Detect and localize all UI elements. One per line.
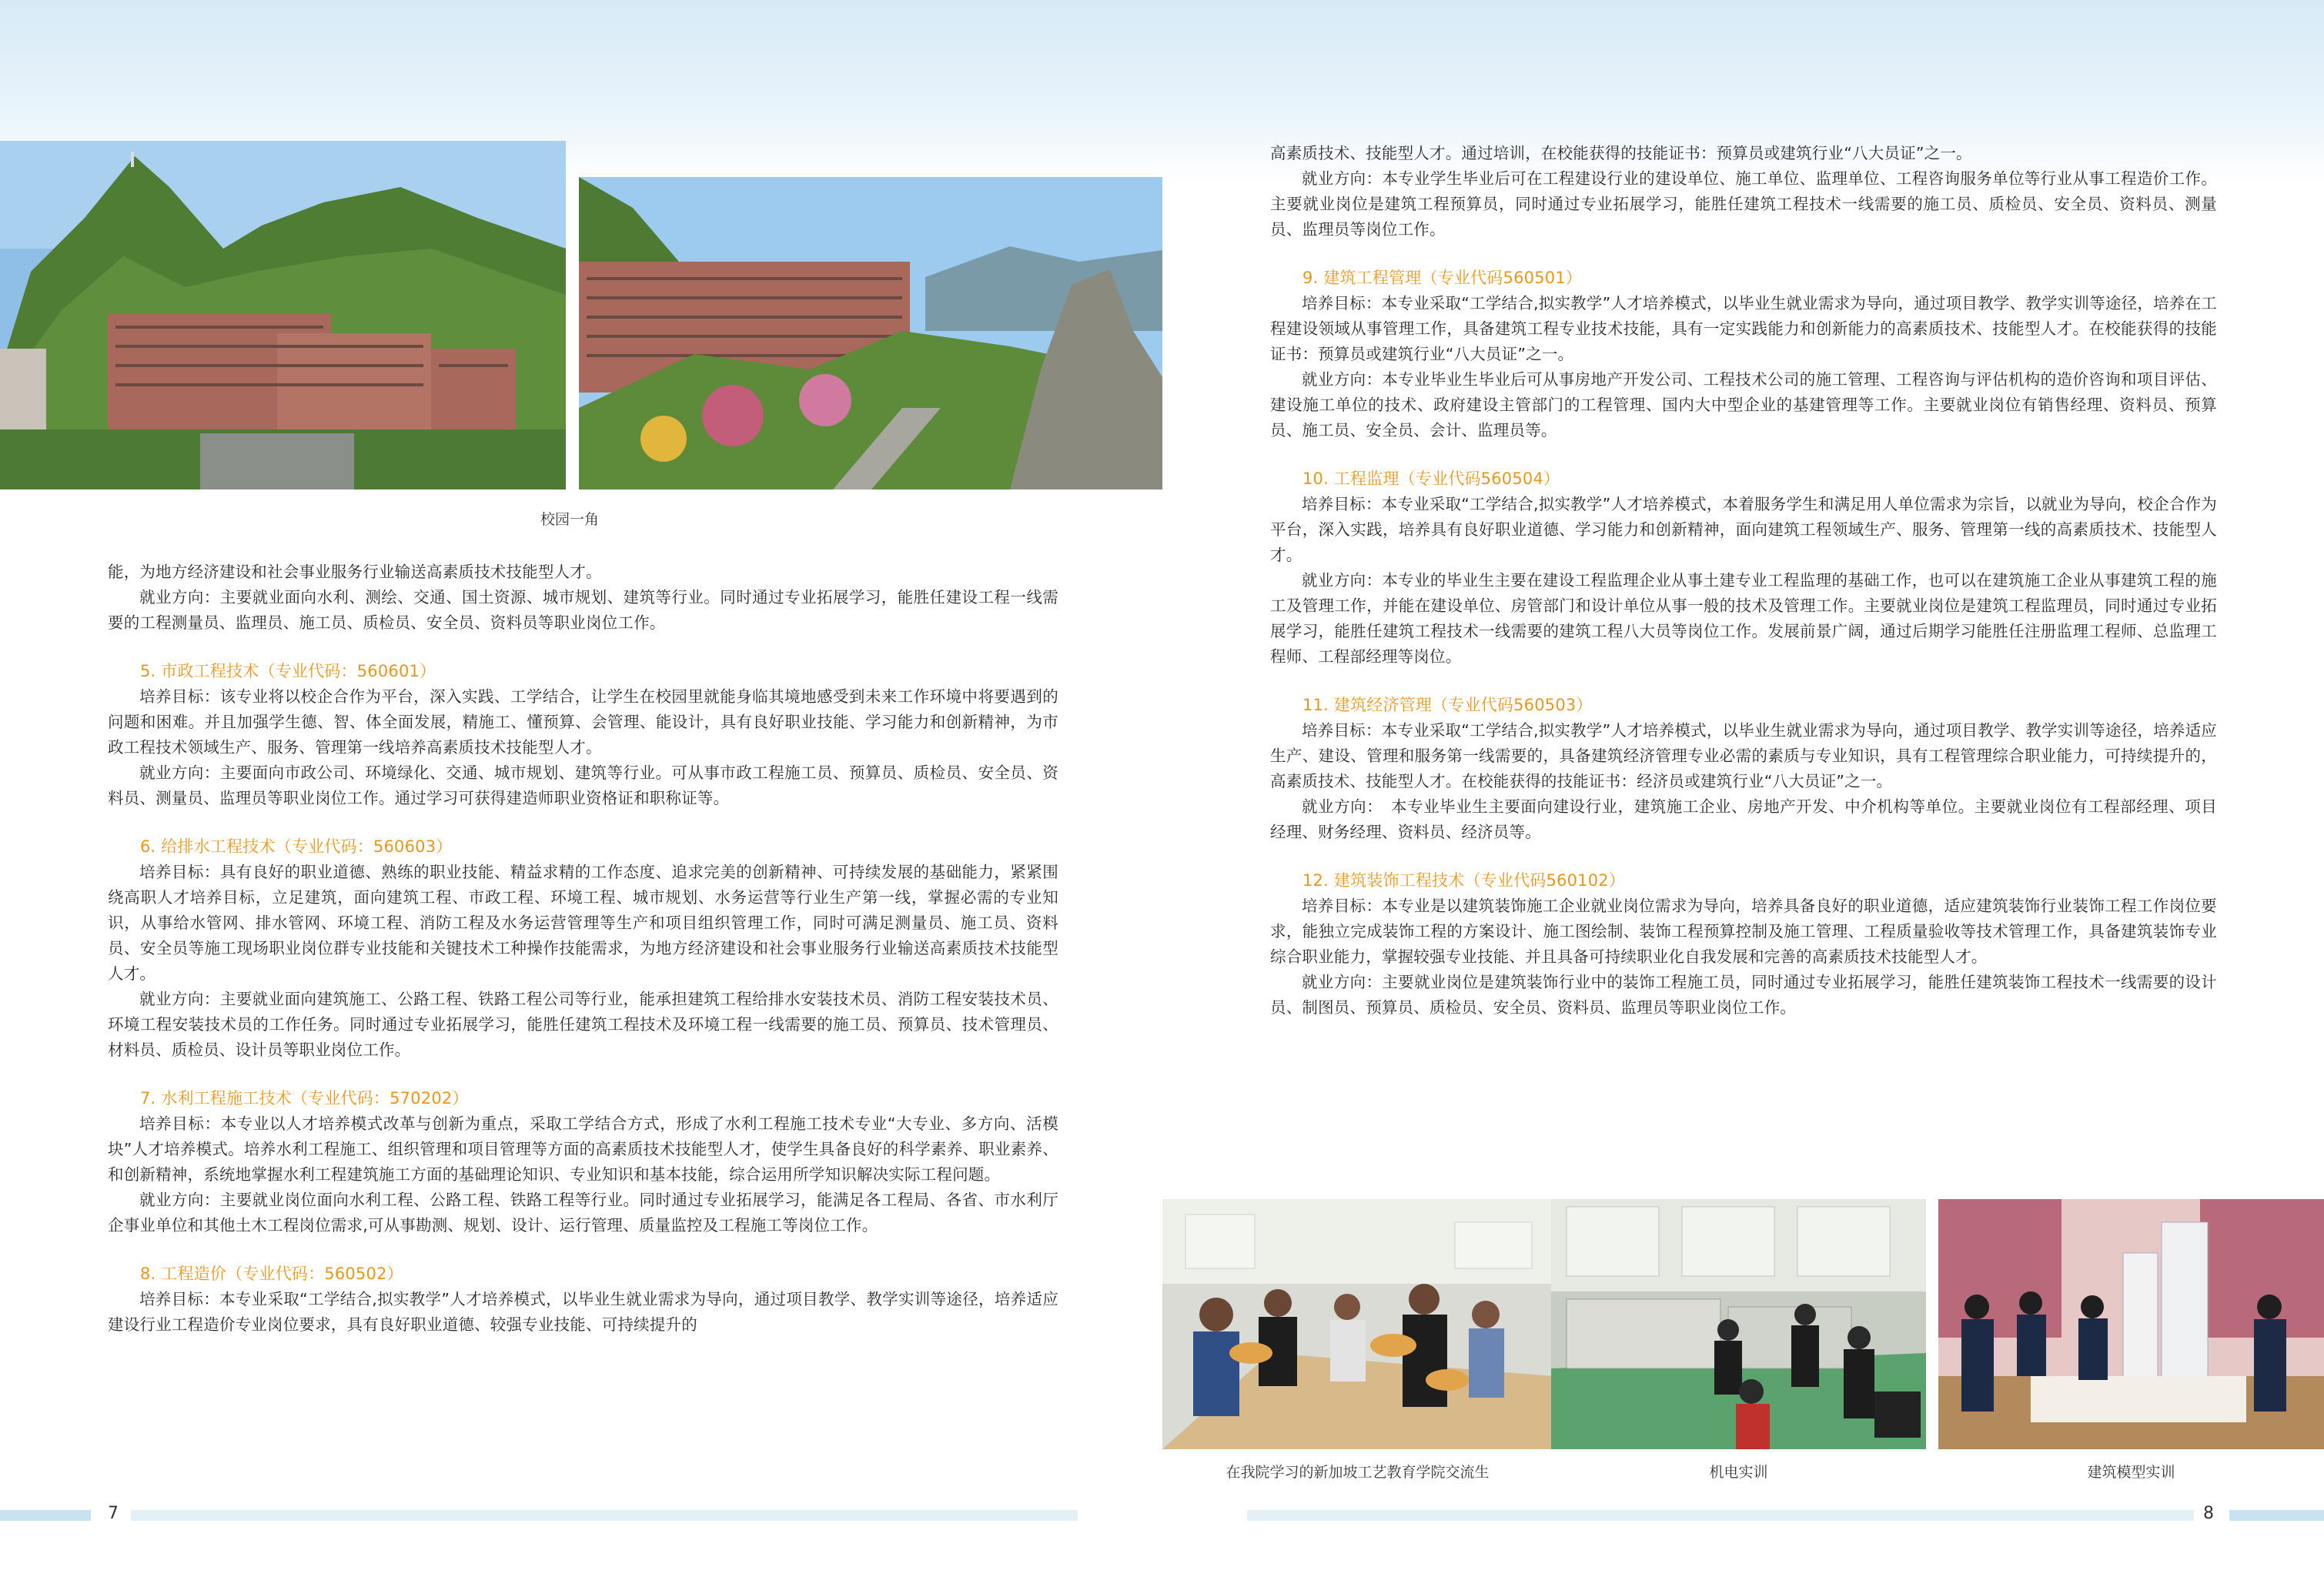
section-paragraph: 就业方向：本专业毕业生毕业后可从事房地产开发公司、工程技术公司的施工管理、工程咨询与评估机构的造价咨询和项目评估、建设施工单位的技术、政府建设主管部门的工程管理、国内大中型企业的基建管理等工作。主要就业岗位有销售经理、资料员、预算员、施工员、安全员、会计、监理员等。: [1270, 370, 2217, 439]
section-heading-5: 5. 市政工程技术（专业代码：560601）: [140, 662, 436, 680]
section-heading-11: 11. 建筑经济管理（专业代码560503）: [1302, 696, 1593, 714]
section-paragraph: 培养目标：该专业将以校企合作为平台，深入实践、工学结合，让学生在校园里就能身临其境地感受到未来工作环境中将要遇到的问题和困难。并且加强学生德、智、体全面发展，精施工、懂预算、会管理、能设计，具有良好职业技能、学习能力和创新精神，为市政工程技术领域生产、服务、管理第一线培养高素质技术技能型人才。: [108, 687, 1058, 757]
section-paragraph: 培养目标：本专业是以建筑装饰施工企业就业岗位需求为导向，培养具备良好的职业道德，适应建筑装饰行业装饰工程工作岗位要求，能独立完成装饰工程的方案设计、施工图绘制、装饰工程预算控制及施工管理、工程质量验收等技术管理工作，具备建筑装饰专业综合职业能力，掌握较强专业技能、并且具备可持续职业化自我发展和完善的高素质技术技能型人才。: [1270, 897, 2217, 966]
building-model-training-photo: [1938, 1199, 2324, 1449]
section-heading-6: 6. 给排水工程技术（专业代码：560603）: [140, 837, 453, 856]
left-page-bar: [0, 1510, 91, 1521]
section-paragraph: 就业方向： 本专业毕业生主要面向建设行业，建筑施工企业、房地产开发、中介机构等单位。主要就业岗位有工程部经理、项目经理、财务经理、资料员、经济员等。: [1270, 797, 2217, 841]
section-paragraph: 培养目标：本专业采取“工学结合,拟实教学”人才培养模式，本着服务学生和满足用人单位需求为宗旨，以就业为导向，校企合作为平台，深入实践，培养具有良好职业道德、学习能力和创新精神，面向建筑工程领域生产、服务、管理第一线的高素质技术、技能型人才。: [1270, 495, 2217, 564]
section-heading-7: 7. 水利工程施工技术（专业代码：570202）: [140, 1089, 469, 1108]
right-page-bar: [2229, 1510, 2324, 1521]
section-paragraph: 培养目标：本专业采取“工学结合,拟实教学”人才培养模式，以毕业生就业需求为导向，通过项目教学、教学实训等途径，培养适应建设行业工程造价专业岗位要求，具有良好职业道德、较强专业技能、可持续提升的: [108, 1290, 1058, 1334]
section-heading-9: 9. 建筑工程管理（专业代码560501）: [1302, 269, 1583, 287]
left-page-bar-tail: [131, 1510, 1078, 1521]
section-heading-12: 12. 建筑装饰工程技术（专业代码560102）: [1302, 871, 1626, 890]
section-heading-8: 8. 工程造价（专业代码：560502）: [140, 1265, 403, 1283]
intro-paragraph: 能，为地方经济建设和社会事业服务行业输送高素质技术技能型人才。: [108, 563, 602, 581]
section-paragraph: 就业方向：本专业的毕业生主要在建设工程监理企业从事土建专业工程监理的基础工作，也可以在建筑施工企业从事建筑工程的施工及管理工作，并能在建设单位、房管部门和设计单位从事一般的技术及管理工作。主要就业岗位是建筑工程监理员，同时通过专业拓展学习，能胜任建筑工程技术一线需要的建筑工程八大员等岗位工作。发展前景广阔，通过后期学习能胜任注册监理工程师、总监理工程师、工程部经理等岗位。: [1270, 571, 2217, 666]
exchange-students-photo: [1162, 1199, 1553, 1449]
right-text-column: [1270, 141, 2217, 1021]
section-paragraph: 就业方向：主要就业面向建筑施工、公路工程、铁路工程公司等行业，能承担建筑工程给排水安装技术员、消防工程安装技术员、环境工程安装技术员的工作任务。同时通过专业拓展学习，能胜任建筑工程技术及环境工程一线需要的施工员、预算员、技术管理员、材料员、质检员、设计员等职业岗位工作。: [108, 990, 1058, 1059]
campus-photo-2: [579, 177, 1162, 489]
building-model-training-caption: 建筑模型实训: [2087, 1464, 2175, 1481]
intro-paragraph: 高素质技术、技能型人才。通过培训，在校能获得的技能证书：预算员或建筑行业“八大员证”之一。: [1270, 144, 1972, 162]
intro-paragraph: 就业方向：本专业学生毕业后可在工程建设行业的建设单位、施工单位、监理单位、工程咨询服务单位等行业从事工程造价工作。主要就业岗位是建筑工程预算员，同时通过专业拓展学习，能胜任建筑工程技术一线需要的施工员、质检员、安全员、资料员、测量员、监理员等岗位工作。: [1270, 169, 2217, 239]
campus-photo-caption: 校园一角: [540, 511, 599, 528]
section-paragraph: 就业方向：主要就业岗位是建筑装饰行业中的装饰工程施工员，同时通过专业拓展学习，能胜任建筑装饰工程技术一线需要的设计员、制图员、预算员、质检员、安全员、资料员、监理员等职业岗位工作。: [1270, 973, 2217, 1017]
electromechanical-training-caption: 机电实训: [1709, 1464, 1768, 1481]
page-number-left: 7: [108, 1504, 119, 1523]
section-paragraph: 就业方向：主要面向市政公司、环境绿化、交通、城市规划、建筑等行业。可从事市政工程施工员、预算员、质检员、安全员、资料员、测量员、监理员等职业岗位工作。通过学习可获得建造师职业资格证和职称证等。: [108, 763, 1058, 807]
right-page-bar-tail: [1247, 1510, 2194, 1521]
section-paragraph: 培养目标：具有良好的职业道德、熟练的职业技能、精益求精的工作态度、追求完美的创新精神、可持续发展的基础能力，紧紧围绕高职人才培养目标，立足建筑，面向建筑工程、市政工程、环境工程、城市规划、水务运营等行业生产第一线，掌握必需的专业知识，从事给水管网、排水管网、环境工程、消防工程及水务运营管理等生产和项目组织管理工作，同时可满足测量员、施工员、资料员、安全员等施工现场职业岗位群专业技能和关键技术工种操作技能需求，为地方经济建设和社会事业服务行业输送高素质技术技能型人才。: [108, 863, 1058, 983]
section-paragraph: 培养目标：本专业采取“工学结合,拟实教学”人才培养模式，以毕业生就业需求为导向，通过项目教学、教学实训等途径，培养在工程建设领域从事管理工作，具备建筑工程专业技术技能，具有一定实践能力和创新能力的高素质技术、技能型人才。在校能获得的技能证书：预算员或建筑行业“八大员证”之一。: [1270, 294, 2217, 363]
section-paragraph: 培养目标：本专业以人才培养模式改革与创新为重点，采取工学结合方式，形成了水利工程施工技术专业“大专业、多方向、活模块”人才培养模式。培养水利工程施工、组织管理和项目管理等方面的高素质技术技能型人才，使学生具备良好的科学素养、职业素养、和创新精神，系统地掌握水利工程建筑施工方面的基础理论知识、专业知识和基本技能，综合运用所学知识解决实际工程问题。: [108, 1114, 1058, 1184]
campus-photo-1: [0, 141, 566, 489]
section-paragraph: 就业方向：主要就业岗位面向水利工程、公路工程、铁路工程等行业。同时通过专业拓展学习，能满足各工程局、各省、市水利厅企事业单位和其他土木工程岗位需求,可从事勘测、规划、设计、运行管理、质量监控及工程施工等岗位工作。: [108, 1191, 1058, 1235]
intro-paragraph: 就业方向：主要就业面向水利、测绘、交通、国土资源、城市规划、建筑等行业。同时通过专业拓展学习，能胜任建设工程一线需要的工程测量员、监理员、施工员、质检员、安全员、资料员等职业岗位工作。: [108, 588, 1058, 632]
electromechanical-training-photo: [1551, 1199, 1926, 1449]
section-heading-10: 10. 工程监理（专业代码560504）: [1302, 469, 1560, 488]
page-number-right: 8: [2203, 1504, 2214, 1523]
exchange-students-caption: 在我院学习的新加坡工艺教育学院交流生: [1226, 1464, 1490, 1481]
section-paragraph: 培养目标：本专业采取“工学结合,拟实教学”人才培养模式，以毕业生就业需求为导向，通过项目教学、教学实训等途径，培养适应生产、建设、管理和服务第一线需要的，具备建筑经济管理专业必需的素质与专业知识，具有工程管理综合职业能力，可持续提升的，高素质技术、技能型人才。在校能获得的技能证书：经济员或建筑行业“八大员证”之一。: [1270, 721, 2217, 790]
left-text-column: [108, 560, 1058, 1338]
